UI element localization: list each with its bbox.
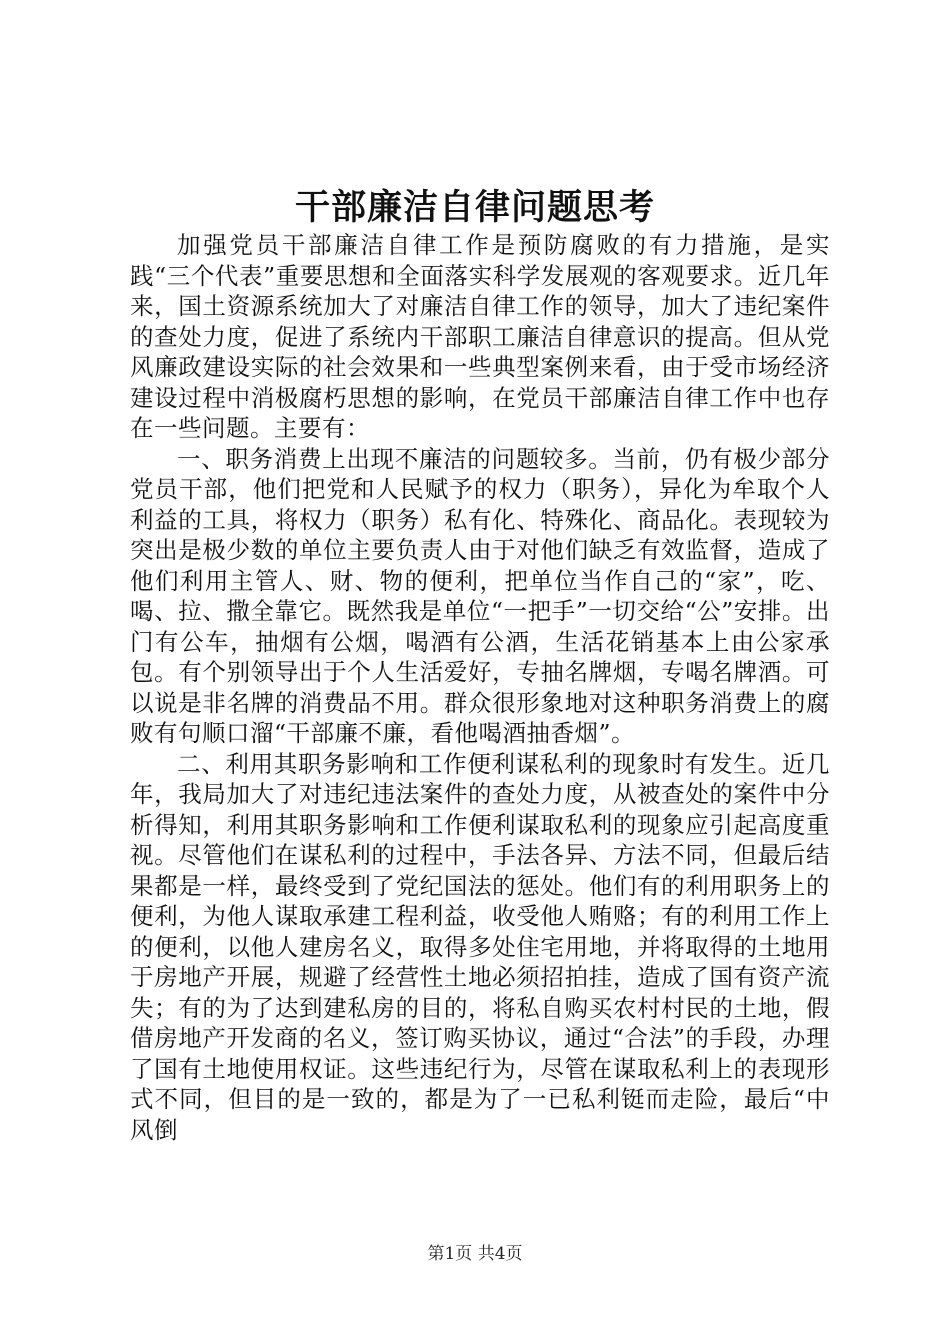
document-body: [130, 230, 830, 1145]
document-title: 干部廉洁自律问题思考: [294, 187, 655, 228]
paragraph-intro: 加强党员干部廉洁自律工作是预防腐败的有力措施，是实践“三个代表”重要思想和全面落实科学发展观的客观要求。近几年来，国土资源系统加大了对廉洁自律工作的领导，加大了违纪案件的查处力度，促进了系统内干部职工廉洁自律意识的提高。但从党风廉政建设实际的社会效果和一些典型案例来看，由于受市场经济建设过程中消极腐朽思想的影响，在党员干部廉洁自律工作中也存在一些问题。主要有：: [130, 231, 830, 442]
paragraph-section-1: 一、职务消费上出现不廉洁的问题较多。当前，仍有极少部分党员干部，他们把党和人民赋予的权力（职务），异化为牟取个人利益的工具，将权力（职务）私有化、特殊化、商品化。表现较为突出是极少数的单位主要负责人由于对他们缺乏有效监督，造成了他们利用主管人、财、物的便利，把单位当作自己的“家”，吃、喝、拉、撒全靠它。既然我是单位“一把手”一切交给“公”安排。出门有公车，抽烟有公烟，喝酒有公酒，生活花销基本上由公家承包。有个别领导出于个人生活爱好，专抽名牌烟，专喝名牌酒。可以说是非名牌的消费品不用。群众很形象地对这种职务消费上的腐败有句顺口溜“干部廉不廉，看他喝酒抽香烟”。: [130, 444, 830, 747]
page-number-footer: 第1页 共4页: [427, 1244, 523, 1264]
paragraph-section-2: 二、利用其职务影响和工作便利谋私利的现象时有发生。近几年，我局加大了对违纪违法案件的查处力度，从被查处的案件中分析得知，利用其职务影响和工作便利谋取私利的现象应引起高度重视。尽管他们在谋私利的过程中，手法各异、方法不同，但最后结果都是一样，最终受到了党纪国法的惩处。他们有的利用职务上的便利，为他人谋取承建工程利益，收受他人贿赂；有的利用工作上的便利，以他人建房名义，取得多处住宅用地，并将取得的土地用于房地产开展，规避了经营性土地必须招拍挂，造成了国有资产流失；有的为了达到建私房的目的，将私自购买农村村民的土地，假借房地产开发商的名义，签订购买协议，通过“合法”的手段，办理了国有土地使用权证。这些违纪行为，尽管在谋取私利上的表现形式不同，但目的是一致的，都是为了一已私利铤而走险，最后“中风倒: [130, 749, 830, 1144]
